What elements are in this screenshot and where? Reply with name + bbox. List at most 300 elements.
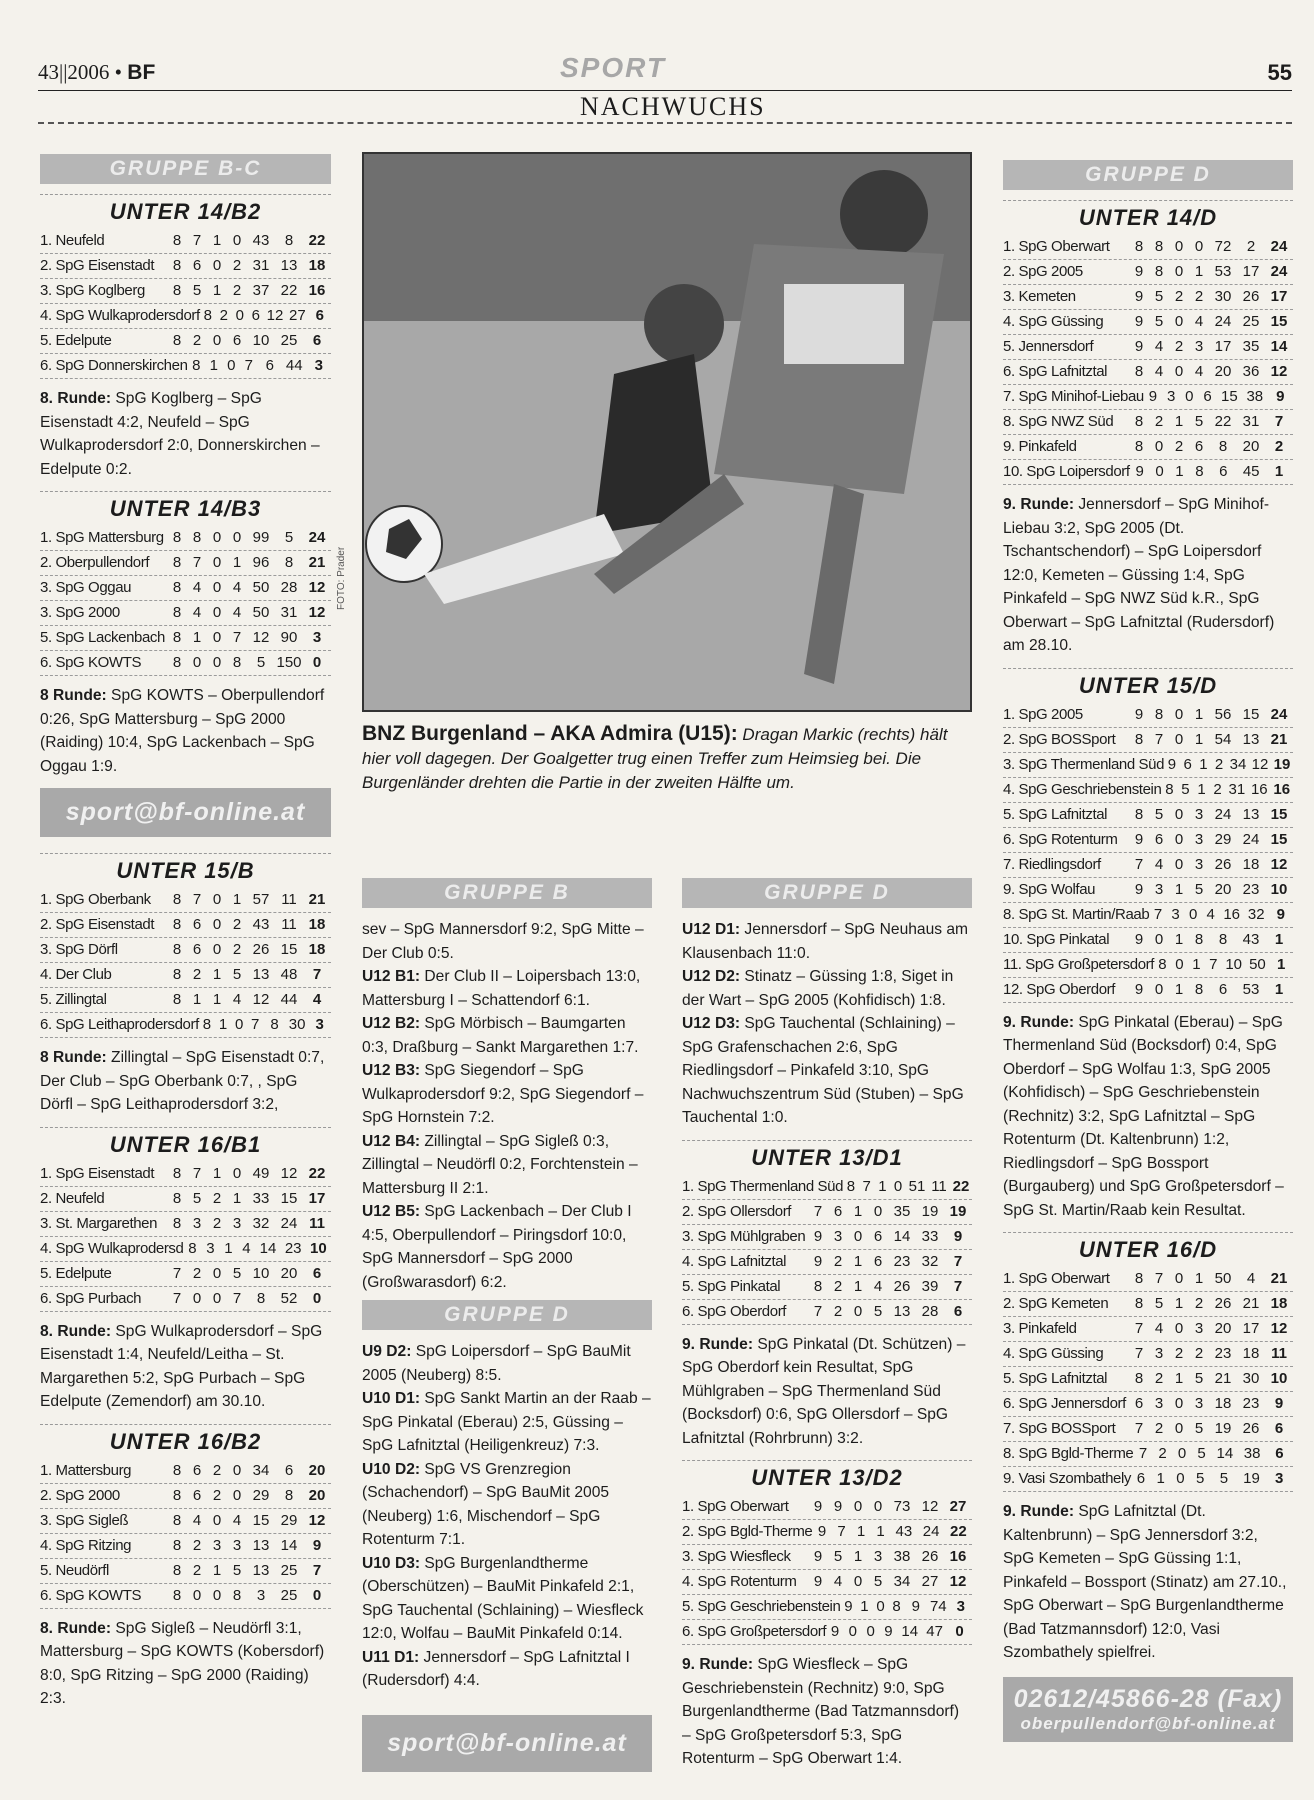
team-name: 5. SpG Geschriebenstein [682, 1598, 841, 1615]
table-cell: 2 [1154, 1420, 1164, 1437]
table-cell: 0 [853, 1573, 863, 1590]
table-cell: 43 [1242, 930, 1260, 948]
table-cell: 6 [833, 1202, 843, 1220]
team-name: 4. SpG Ritzing [40, 1536, 132, 1554]
table-cell: 34 [252, 1461, 270, 1479]
table-row [40, 1584, 331, 1609]
table-cell: 7 [244, 357, 253, 374]
table-cell: 0 [227, 357, 236, 374]
table-cell: 1 [212, 1561, 222, 1579]
team-name: 6. SpG Großpetersdorf [682, 1623, 827, 1640]
table-cell: 1 [860, 1598, 869, 1615]
table-cell: 10 [252, 332, 270, 349]
team-name: 7. Riedlingsdorf [1003, 855, 1101, 873]
result-label: U12 D3: [682, 1015, 741, 1032]
table-cell: 43 [252, 232, 270, 249]
table-row [682, 1175, 972, 1200]
table-row [40, 1509, 331, 1534]
table-cell: 43 [895, 1523, 913, 1540]
table-cell: 1 [1194, 263, 1204, 280]
right-player-shirt [714, 244, 944, 494]
table-cell: 32 [1247, 905, 1265, 923]
table-cell: 2 [212, 1214, 222, 1232]
result-label: U12 D2: [682, 968, 741, 985]
group-band-d: GRUPPE D [362, 1300, 652, 1330]
table-row [40, 329, 331, 354]
table-cell: 2 [192, 1561, 202, 1579]
table-cell: 50 [252, 579, 270, 596]
team-name: 3. SpG Wiesfleck [682, 1548, 791, 1565]
table-cell: 1 [192, 991, 202, 1008]
table-cell: 13 [252, 1536, 270, 1554]
table-cell: 8 [172, 332, 182, 349]
table-cell: 0 [212, 629, 222, 646]
team-name: 6. SpG Donnerskirchen [40, 357, 188, 374]
standings-title: UNTER 16/B2 [109, 1428, 262, 1454]
table-cell: 26 [1242, 1420, 1260, 1437]
table-cell: 8 [172, 1536, 182, 1554]
table-cell: 38 [893, 1548, 911, 1565]
table-cell: 21 [308, 891, 326, 908]
round-results [40, 684, 331, 778]
team-name: 3. Pinkafeld [1003, 1320, 1077, 1337]
standings-title: UNTER 14/B3 [109, 496, 262, 521]
table-cell: 5 [1154, 805, 1164, 823]
players-illustration [364, 154, 974, 714]
table-cell: 9 [830, 1623, 840, 1640]
table-cell: 8 [256, 1289, 266, 1307]
table-cell: 8 [172, 1486, 182, 1504]
standings-block [682, 1140, 972, 1451]
table-cell: 5 [1154, 288, 1164, 305]
round-text: SpG KOWTS – Oberpullendorf 0:26, SpG Mattersburg – SpG 2000 (Raiding) 10:4, SpG Lackenbach – SpG Oggau 1:9. [40, 687, 325, 775]
team-name: 1. SpG 2005 [1003, 705, 1083, 723]
table-cell: 12 [308, 1511, 326, 1529]
round-results [40, 1617, 331, 1711]
fax-number: 02612/45866-28 (Fax) [1013, 1684, 1283, 1713]
table-cell: 38 [1246, 388, 1264, 405]
table-cell: 8 [1195, 463, 1204, 480]
standings-title: UNTER 16/B1 [109, 1131, 262, 1157]
table-cell: 10 [1270, 1370, 1288, 1387]
table-cell: 1 [1194, 705, 1204, 723]
table-cell: 5 [1219, 1470, 1229, 1487]
table-cell: 6 [1154, 830, 1164, 848]
round-results [1003, 1011, 1293, 1223]
table-cell: 21 [1270, 730, 1288, 748]
table-cell: 8 [1134, 238, 1144, 255]
round-label: 9. Runde: [1003, 1503, 1075, 1520]
table-cell: 12 [1251, 755, 1269, 773]
team-name: 10. SpG Pinkatal [1003, 930, 1110, 948]
table-cell: 51 [908, 1177, 926, 1195]
table-cell: 9 [312, 1536, 322, 1554]
table-cell: 99 [252, 529, 270, 546]
standings-title: UNTER 13/D1 [751, 1144, 903, 1170]
table-row [1003, 778, 1293, 803]
team-name: 4. Der Club [40, 966, 112, 983]
team-name: 3. Kemeten [1003, 288, 1076, 305]
table-cell: 6 [1136, 1470, 1146, 1487]
table-cell: 8 [172, 579, 182, 596]
table-cell: 3 [1166, 388, 1176, 405]
team-name: 4. SpG Geschriebenstein [1003, 780, 1162, 798]
table-cell: 17 [1242, 1320, 1260, 1337]
table-cell: 4 [1154, 363, 1164, 380]
table-cell: 0 [1185, 388, 1194, 405]
table-cell: 9 [1134, 930, 1144, 948]
table-cell: 47 [926, 1623, 943, 1640]
email-banner: sport@bf-online.at [40, 788, 331, 837]
table-cell: 5 [284, 529, 294, 546]
table-cell: 1 [1156, 1470, 1165, 1487]
publication-logo: BF [127, 61, 156, 84]
table-cell: 18 [1214, 1395, 1232, 1412]
table-row [1003, 1317, 1293, 1342]
round-text: SpG Wulkaprodersdorf – SpG Eisenstadt 1:4, Neufeld/Leitha – St. Margarethen 5:2, SpG Purbach – SpG Edelpute (Zemendorf) am 30.10. [40, 1322, 323, 1410]
table-row [40, 1459, 331, 1484]
table-cell: 8 [172, 529, 182, 546]
table-cell: 6 [1194, 438, 1204, 455]
table-cell: 5 [873, 1573, 883, 1590]
result-label: U10 D2: [362, 1460, 421, 1478]
result-item [362, 1059, 652, 1130]
table-row [682, 1595, 972, 1620]
column-gruppe-b-d [362, 878, 652, 1772]
team-name: 1. SpG Oberwart [682, 1498, 789, 1515]
table-cell: 8 [203, 307, 212, 324]
table-cell: 5 [1194, 1370, 1204, 1387]
table-cell: 1 [1194, 730, 1204, 748]
table-cell: 45 [1242, 463, 1260, 480]
table-cell: 4 [833, 1573, 843, 1590]
table-cell: 5 [1194, 413, 1204, 430]
table-cell: 7 [953, 1277, 963, 1295]
table-cell: 31 [252, 257, 270, 274]
table-cell: 44 [280, 991, 298, 1008]
table-cell: 1 [232, 554, 242, 571]
team-name: 2. Oberpullendorf [40, 554, 150, 571]
table-cell: 2 [232, 941, 242, 958]
table-cell: 0 [1174, 855, 1184, 873]
table-cell: 2 [833, 1252, 843, 1270]
result-text: Der Club II – Loipersbach 13:0, Mattersburg I – Schattendorf 6:1. [362, 968, 641, 1009]
team-name: 1. SpG Oberwart [1003, 1270, 1110, 1287]
table-cell: 53 [1242, 980, 1260, 998]
team-name: 6. SpG Rotenturm [1003, 830, 1118, 848]
table-cell: 2 [1174, 1345, 1184, 1362]
table-cell: 36 [1242, 363, 1260, 380]
table-cell: 0 [212, 1289, 222, 1307]
table-cell: 13 [1242, 805, 1260, 823]
table-cell: 8 [172, 1214, 182, 1232]
team-name: 5. SpG Pinkatal [682, 1277, 781, 1295]
result-item [362, 1552, 652, 1646]
table-row [1003, 435, 1293, 460]
table-row [682, 1250, 972, 1275]
table-cell: 1 [1174, 980, 1184, 998]
round-text: SpG Pinkatal (Dt. Schützen) – SpG Oberdorf kein Resultat, SpG Mühlgraben – SpG Thermenland Süd (Bocksdorf) 0:6, SpG Ollersdorf – SpG Lafnitztal (Rohrbrunn) 3:2. [682, 1335, 966, 1447]
result-text: sev – SpG Mannersdorf 9:2, SpG Mitte – Der Club 0:5. [362, 921, 644, 962]
table-cell: 0 [1174, 263, 1184, 280]
table-cell: 8 [172, 1189, 182, 1207]
table-cell: 10 [1225, 955, 1243, 973]
table-cell: 0 [212, 579, 222, 596]
table-cell: 4 [1246, 1270, 1256, 1287]
table-cell: 19 [1214, 1420, 1232, 1437]
table-cell: 19 [1243, 1470, 1260, 1487]
round-label: 8. Runde: [40, 1619, 112, 1637]
table-cell: 31 [1242, 413, 1260, 430]
table-row [1003, 460, 1293, 485]
team-name: 1. SpG Oberwart [1003, 238, 1110, 255]
table-cell: 7 [232, 629, 242, 646]
table-cell: 5 [1194, 1420, 1204, 1437]
table-cell: 7 [312, 966, 322, 983]
table-row [682, 1570, 972, 1595]
table-cell: 0 [232, 529, 242, 546]
standings-title: UNTER 15/D [1078, 672, 1218, 698]
table-cell: 35 [1242, 338, 1260, 355]
table-cell: 2 [1154, 1370, 1164, 1387]
table-row [682, 1300, 972, 1325]
team-name: 9. Pinkafeld [1003, 438, 1077, 455]
team-name: 1. SpG Thermenland Süd [682, 1177, 844, 1195]
table-cell: 12 [308, 579, 326, 596]
table-row [40, 651, 331, 676]
table-cell: 0 [853, 1498, 863, 1515]
table-cell: 7 [251, 1016, 260, 1033]
table-cell: 9 [813, 1227, 823, 1245]
table-cell: 0 [312, 654, 322, 671]
table-cell: 4 [232, 579, 242, 596]
result-label: U9 D2: [362, 1343, 412, 1360]
table-cell: 1 [878, 1177, 887, 1195]
table-cell: 19 [1273, 755, 1291, 773]
table-cell: 7 [953, 1252, 963, 1270]
table-cell: 20 [1214, 880, 1232, 898]
table-row [40, 1559, 331, 1584]
fax-email: oberpullendorf@bf-online.at [1020, 1713, 1276, 1733]
table-cell: 26 [1214, 1295, 1232, 1312]
table-cell: 18 [308, 916, 326, 933]
round-text: Jennersdorf – SpG Minihof-Liebau 3:2, SpG 2005 (Dt. Tschantschendorf) – SpG Loipersdorf 12:0, Kemeten – Güssing 1:4, SpG Pinkafeld – SpG NWZ Süd k.R., SpG Oberwart – SpG Lafnitztal (Rudersdorf) am 28.10. [1003, 496, 1275, 654]
table-cell: 22 [308, 232, 326, 249]
round-results [40, 387, 331, 481]
table-cell: 1 [853, 1252, 863, 1270]
table-row [682, 1275, 972, 1300]
result-text: SpG Tauchental (Schlaining) – SpG Grafenschachen 2:6, SpG Riedlingsdorf – Pinkafeld 3:10, SpG Nachwuchszentrum Süd (Stuben) – SpG Tauchental 1:0. [682, 1015, 964, 1126]
table-cell: 15 [1270, 805, 1288, 823]
result-item [682, 965, 972, 1012]
table-cell: 26 [921, 1548, 939, 1565]
table-row [1003, 978, 1293, 1003]
table-cell: 1 [1174, 930, 1184, 948]
table-cell: 17 [308, 1189, 326, 1207]
table-cell: 6 [315, 307, 324, 324]
table-cell: 1 [192, 629, 202, 646]
caption-title: BNZ Burgenland – AKA Admira (U15): [362, 722, 738, 745]
table-row [1003, 360, 1293, 385]
table-cell: 6 [953, 1302, 963, 1320]
team-name: 5. Jennersdorf [1003, 338, 1094, 355]
table-cell: 9 [813, 1498, 823, 1515]
table-cell: 10 [252, 1264, 270, 1282]
table-row [1003, 1267, 1293, 1292]
table-cell: 0 [212, 332, 222, 349]
table-cell: 1 [1174, 413, 1184, 430]
result-label: U11 D1: [362, 1648, 420, 1666]
table-cell: 44 [285, 357, 303, 374]
table-cell: 0 [235, 307, 244, 324]
right-player-head [840, 170, 928, 258]
team-name: 5. SpG Lafnitztal [1003, 1370, 1108, 1387]
table-cell: 0 [1174, 1395, 1184, 1412]
table-cell: 10 [1270, 880, 1288, 898]
table-cell: 23 [1242, 880, 1260, 898]
table-cell: 1 [853, 1548, 863, 1565]
table-cell: 6 [1218, 980, 1228, 998]
table-cell: 7 [813, 1202, 823, 1220]
standings-block [40, 1127, 331, 1414]
table-cell: 3 [1154, 880, 1164, 898]
table-cell: 6 [192, 257, 202, 274]
table-cell: 1 [1276, 955, 1286, 973]
table-cell: 25 [280, 1561, 298, 1579]
table-cell: 12 [1270, 363, 1288, 380]
table-cell: 7 [1134, 855, 1144, 873]
team-name: 9. Vasi Szombathely [1003, 1470, 1132, 1487]
table-cell: 1 [876, 1523, 885, 1540]
table-row [1003, 260, 1293, 285]
table-row [40, 963, 331, 988]
table-cell: 13 [893, 1302, 911, 1320]
table-cell: 12 [949, 1573, 967, 1590]
table-cell: 22 [308, 1164, 326, 1182]
table-cell: 24 [280, 1214, 298, 1232]
table-cell: 6 [192, 916, 202, 933]
table-cell: 0 [234, 1016, 244, 1033]
table-cell: 53 [1214, 263, 1232, 280]
table-cell: 1 [212, 991, 222, 1008]
table-cell: 4 [1154, 855, 1164, 873]
table-cell: 0 [1174, 805, 1184, 823]
table-cell: 9 [813, 1252, 823, 1270]
table-cell: 26 [893, 1277, 911, 1295]
table-row [1003, 1342, 1293, 1367]
table-cell: 52 [280, 1289, 298, 1307]
table-cell: 29 [1214, 830, 1232, 848]
table-cell: 9 [1134, 705, 1144, 723]
table-cell: 39 [921, 1277, 939, 1295]
table-cell: 11 [1271, 1345, 1287, 1362]
table-cell: 10 [310, 1239, 327, 1257]
table-cell: 1 [1174, 1370, 1184, 1387]
table-cell: 9 [817, 1523, 827, 1540]
table-cell: 0 [212, 891, 222, 908]
result-text: SpG Sankt Martin an der Raab – SpG Pinkatal (Eberau) 2:5, Güssing – SpG Lafnitztal (Heiligenkreuz) 7:3. [362, 1390, 651, 1454]
table-cell: 3 [1194, 1320, 1204, 1337]
table-cell: 38 [1243, 1445, 1261, 1462]
table-row [40, 1013, 331, 1038]
table-cell: 6 [284, 1461, 294, 1479]
table-cell: 26 [252, 941, 270, 958]
team-name: 4. SpG Güssing [1003, 313, 1104, 330]
issue-number: 43 [38, 60, 59, 84]
result-item [362, 1200, 652, 1294]
table-cell: 1 [212, 966, 222, 983]
standings-title: UNTER 16/D [1078, 1237, 1218, 1262]
standings-title: UNTER 13/D2 [751, 1465, 903, 1490]
table-row [1003, 903, 1293, 928]
table-row [1003, 410, 1293, 435]
table-cell: 49 [252, 1164, 270, 1182]
result-text: SpG VS Grenzregion (Schachendorf) – SpG BauMit 2005 (Neuberg) 1:6, Mischendorf – SpG Rotenturm 7:1. [362, 1460, 610, 1548]
table-cell: 50 [1249, 955, 1266, 973]
table-cell: 16 [1273, 780, 1291, 798]
table-cell: 8 [232, 654, 242, 671]
table-cell: 0 [1174, 313, 1184, 330]
table-cell: 15 [252, 1511, 270, 1529]
table-cell: 20 [1214, 1320, 1232, 1337]
table-cell: 0 [212, 1511, 222, 1529]
table-cell: 2 [1194, 1345, 1204, 1362]
table-cell: 5 [1154, 1295, 1164, 1312]
table-cell: 5 [1181, 780, 1190, 798]
table-cell: 0 [212, 554, 222, 571]
team-name: 8. SpG Bgld-Therme [1003, 1445, 1134, 1462]
table-cell: 24 [308, 529, 326, 546]
team-name: 1. SpG Eisenstadt [40, 1164, 155, 1182]
table-cell: 0 [192, 1289, 202, 1307]
table-row [682, 1545, 972, 1570]
table-row [1003, 385, 1293, 410]
team-name: 6. SpG Leithaprodersdorf [40, 1016, 199, 1033]
result-label: U12 B1: [362, 968, 421, 985]
table-cell: 11 [309, 1214, 325, 1232]
team-name: 1. SpG Mattersburg [40, 529, 164, 546]
table-cell: 5 [1195, 1470, 1205, 1487]
team-name: 6. SpG Oberdorf [682, 1302, 787, 1320]
table-row [40, 254, 331, 279]
table-cell: 4 [1154, 1320, 1164, 1337]
table-cell: 4 [1194, 363, 1204, 380]
table-cell: 3 [232, 1536, 242, 1554]
table-cell: 0 [873, 1202, 883, 1220]
result-item [362, 1387, 652, 1458]
team-name: 4. SpG Wulkaprodersdorf [40, 307, 200, 324]
group-band: GRUPPE B-C [40, 154, 331, 184]
team-name: 3. SpG Mühlgraben [682, 1227, 806, 1245]
result-item [682, 918, 972, 965]
result-item [362, 1012, 652, 1059]
team-name: 7. SpG BOSSport [1003, 1420, 1116, 1437]
table-cell: 8 [892, 1598, 901, 1615]
fax-banner [1003, 1677, 1293, 1742]
table-cell: 1 [209, 357, 218, 374]
column-gruppe-bc [40, 154, 331, 1721]
round-results [40, 1046, 331, 1117]
team-name: 2. SpG BOSSport [1003, 730, 1116, 748]
table-cell: 0 [848, 1623, 858, 1640]
table-cell: 1 [232, 891, 242, 908]
table-cell: 0 [1188, 905, 1198, 923]
team-name: 3. St. Margarethen [40, 1214, 158, 1232]
table-cell: 0 [873, 1498, 883, 1515]
table-cell: 0 [1174, 363, 1184, 380]
table-cell: 22 [952, 1177, 970, 1195]
table-cell: 9 [911, 1598, 920, 1615]
